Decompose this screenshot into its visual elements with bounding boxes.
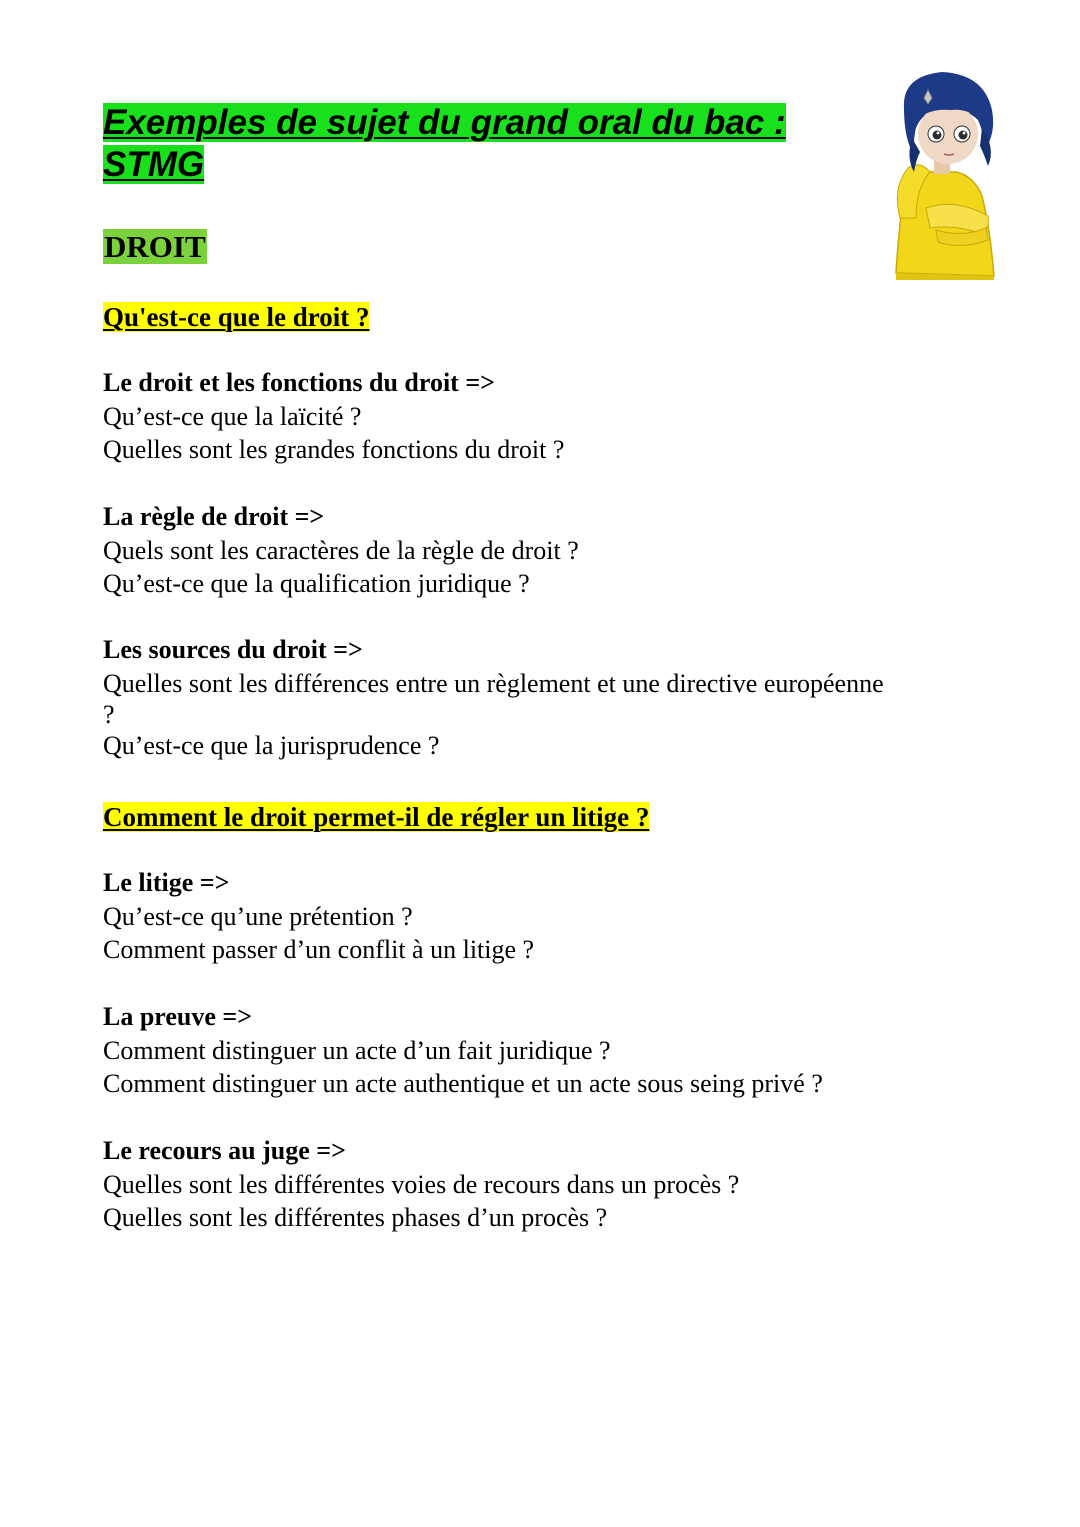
topic-question: ? [103, 700, 115, 729]
topic-block [103, 633, 1003, 763]
topic-head: Les sources du droit => [103, 635, 363, 664]
topic-question: Comment distinguer un acte d’un fait juridique ? [103, 1035, 611, 1065]
topic-question: Quelles sont les grandes fonctions du droit ? [103, 435, 565, 464]
topic-head: La règle de droit => [103, 502, 325, 531]
topic-question: Comment passer d’un conflit à un litige ? [103, 935, 535, 964]
topic-head: Le litige => [103, 868, 230, 897]
topic-head: Le recours au juge => [103, 1136, 346, 1165]
title-line-2: STMG [103, 145, 205, 184]
character-illustration [886, 68, 1001, 280]
topic-block [103, 366, 1003, 467]
topic-question: Qu’est-ce que la jurisprudence ? [103, 731, 440, 760]
topic-block [103, 1134, 1003, 1235]
document-title [103, 102, 843, 186]
topic-question: Quels sont les caractères de la règle de droit ? [103, 535, 579, 565]
topic-head: La preuve => [103, 1002, 253, 1031]
topic-question: Quelles sont les différentes phases d’un procès ? [103, 1203, 608, 1232]
topic-head: Le droit et les fonctions du droit => [103, 368, 495, 397]
topic-block [103, 500, 1003, 601]
topic-question: Quelles sont les différentes voies de recours dans un procès ? [103, 1169, 740, 1199]
topic-question: Qu’est-ce que la qualification juridique ? [103, 569, 530, 598]
title-line-1: Exemples de sujet du grand oral du bac : [103, 103, 786, 142]
topic-question: Comment distinguer un acte authentique et un acte sous seing privé ? [103, 1069, 823, 1098]
topic-block [103, 866, 1003, 967]
subject-label [103, 228, 207, 266]
topic-question: Qu’est-ce que la laïcité ? [103, 401, 362, 431]
subject-text: DROIT [104, 229, 206, 264]
topic-block [103, 1000, 1003, 1101]
section-heading-2: Comment le droit permet-il de régler un litige ? [103, 802, 650, 832]
topic-question: Quelles sont les différences entre un règlement et une directive européenne [103, 668, 884, 698]
section-heading-1: Qu'est-ce que le droit ? [103, 302, 370, 332]
topic-question: Qu’est-ce qu’une prétention ? [103, 901, 413, 931]
